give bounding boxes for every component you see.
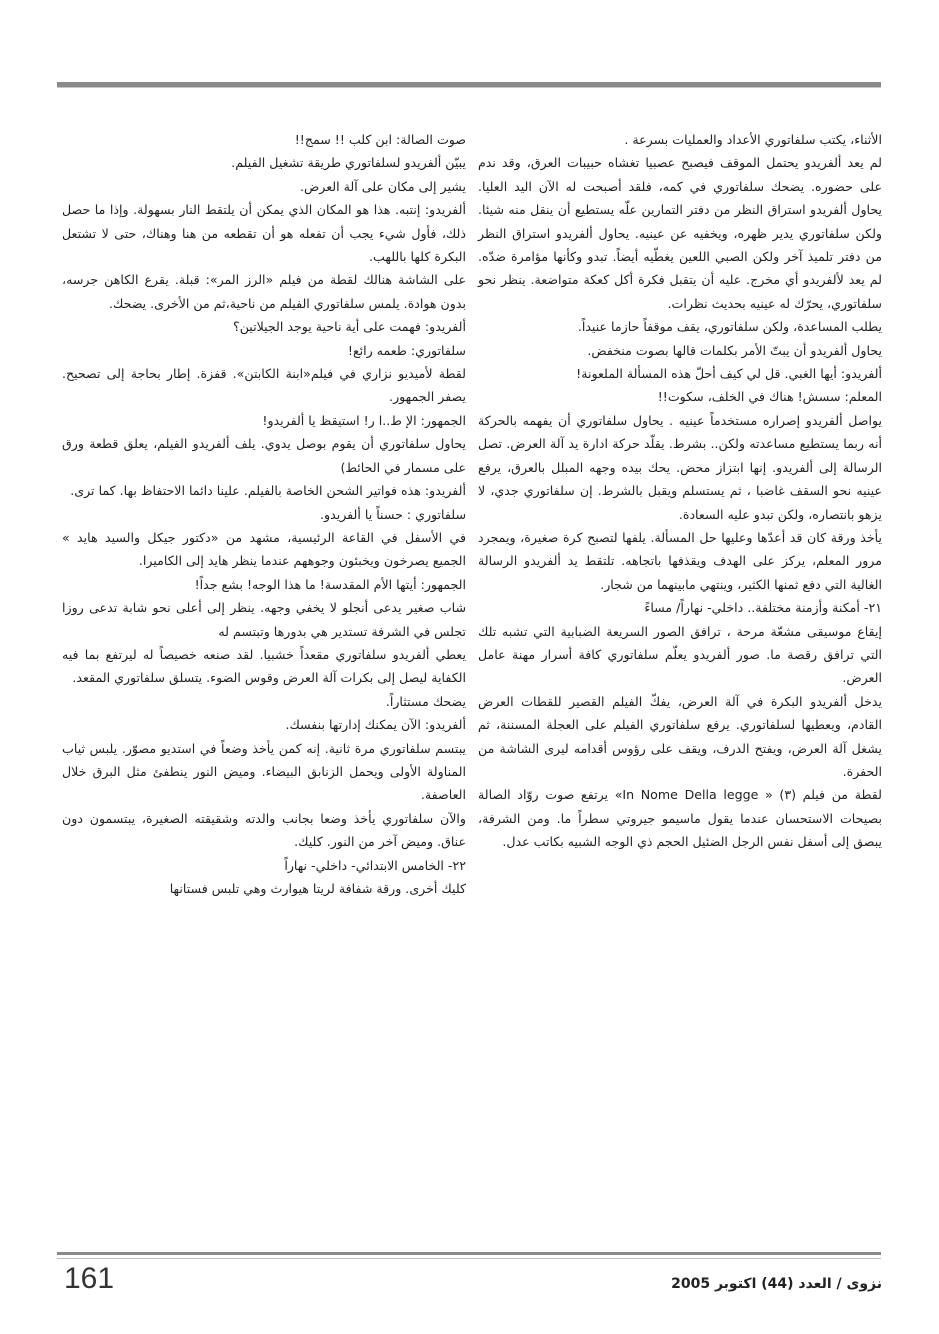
paragraph: صوت الصالة: ابن كلب !! سمج!! — [294, 132, 466, 147]
paragraph: ألفريدو: هذه فواتير الشحن الخاصة بالفيلم. علينا دائما الاحتفاظ بها. كما ترى. — [70, 483, 466, 499]
paragraph: في الأسفل في القاعة الرئيسية، مشهد من «دكتور جيكل والسيد هايد » الجميع يصرخون ويخبئون وجوههم عندما ينظر هايد إلى الكاميرا. — [62, 529, 466, 569]
paragraph: على الشاشة هنالك لقطة من فيلم «الرز المر»: قبلة. يقرع الكاهن جرسه، بدون هوادة. يلمس سلفاتوري الفيلم من ناحية،ثم من الأخرى. يضحك. — [62, 272, 466, 311]
paragraph: المعلم: سسش! هناك في الخلف، سكوت!! — [657, 389, 882, 405]
paragraph: والآن سلفاتوري يأخذ وضعا بجانب والدته وشقيقته الصغيرة، يبتسمون دون عناق. وميض آخر من النور. كليك. — [62, 810, 466, 850]
paragraph: سلفاتوري : حسناً يا ألفريدو. — [320, 506, 466, 522]
paragraph: الجمهور: الإ ط..ا ر! استيقظ يا ألفريدو! — [262, 412, 466, 428]
paragraph: يعطي ألفريدو سلفاتوري مقعداً خشبيا. لقد صنعه خصيصاً له ليرتفع بما فيه الكفاية ليصل إلى بكرات آلة العرض وقوس الضوء. يتسلق سلفاتوري المقعد. — [62, 646, 466, 686]
paragraph: سلفاتوري: طعمه رائع! — [347, 342, 466, 358]
paragraph: يضحك مستثاراً. — [385, 693, 466, 709]
paragraph: لم يعد ألفريدو يحتمل الموقف فيصبح عصبيا تغشاه حبيبات العرق، وقد ندم على حضوره. يضحك سلفاتوري في كمه، فلقد أصبحت له الآن اليد العليا. يحاول ألفريدو استراق النظر من دفتر التمارين علّه يستطيع أن ينقل منه شيئا. ولكن سلفاتوري يدير ظهره، ويخفيه عن عينيه. يحاول ألفريدو استراق النظر من دفتر تلميذ آخر ولكن الصبي اللعين يغطّيه أيضاً. تبدو وكأنها مؤامرة ضدّه. لم يعد لألفريدو أي مخرج. عليه أن يتقبل فكرة أكل كعكة متواضعة. ينظر نحو سلفاتوري، يحرّك له عينيه بحديث نظرات. — [478, 155, 882, 311]
paragraph: لقطة من فيلم (٣) « In Nome Della legge» يرتفع صوت روّاد الصالة بصيحات الاستحسان عندما يقول ماسيمو جيروتي سطراً ما. ومن الشرفة، يبصق إلى أسفل نفس الرجل الضئيل الحجم ذي الوجه الشبيه بكاتب عدل. — [478, 787, 883, 850]
paragraph: ألفريدو: أيها الغبي. قل لي كيف أحلّ هذه المسألة الملعونة! — [576, 366, 882, 382]
paragraph: شاب صغير يدعى أنجلو لا يخفي وجهه. ينظر إلى أعلى نحو شابة تدعى روزا تجلس في الشرفة تستدير هي بدورها وتبتسم له — [62, 600, 466, 639]
top-rule — [57, 82, 881, 88]
paragraph: يأخذ ورقة كان قد أعدّها وعليها حل المسألة. يلفها لتصبح كرة صغيرة، ويمجرد مرور المعلم، يركز على الهدف ويقذفها باتجاهه. تلتقط يد ألفريدو الرسالة الغالية التي دفع ثمنها الكثير، وينتهي مابينهما من شجار. — [478, 529, 882, 592]
paragraph: كليك أخرى. ورقة شفافة لريتا هيوارث وهي تلبس فستانها — [169, 881, 466, 896]
paragraph: يحاول سلفاتوري أن يقوم بوصل يدوي. يلف ألفريدو الفيلم، يعلق قطعة ورق على مسمار في الحائط) — [62, 436, 466, 475]
paragraph: إيقاع موسيقى مشعّة مرحة ، ترافق الصور السريعة الضبابية التي تشبه تلك التي ترافق رقصة ما. صور ألفريدو يعلّم سلفاتوري كافة أسرار مهنة عامل العرض. — [478, 623, 882, 686]
paragraph: الأثناء، يكتب سلفاتوري الأعداد والعمليات بسرعة . — [624, 132, 882, 147]
paragraph: يشير إلى مكان على آلة العرض. — [300, 178, 466, 194]
paragraph: ألفريدو: فهمت على أية ناحية يوجد الجيلاتين؟ — [233, 319, 466, 335]
paragraph: لقطة لأميديو نزاري في فيلم«ابنة الكابتن». قفزة. إطار بحاجة إلى تصحيح. يصفر الجمهور. — [62, 366, 466, 405]
paragraph: الجمهور: أيتها الأم المقدسة! ما هذا الوجه! بشع جداً! — [194, 576, 466, 592]
paragraph: يبيّن ألفريدو لسلفاتوري طريقة تشغيل الفيلم. — [231, 155, 466, 171]
text-column-right — [478, 128, 882, 854]
paragraph: يدخل ألفريدو البكرة في آلة العرض، يفكّ الفيلم القصير للقطات العرض القادم، ويعطيها لسلفاتوري. يرفع سلفاتوري الفيلم على العجلة المسننة، ثم يشغل آلة العرض، ويفتح الدرف، ويقف على رؤوس أقدامه ليرى الشاشة من الحفرة. — [478, 693, 882, 779]
paragraph: يبتسم سلفاتوري مرة ثانية. إنه كمن يأخذ وضعاً في استديو مصوّر. يلبس ثياب المناولة الأولى ويحمل الزنابق البيضاء. وميض النور ينطفئ مثل البرق خلال العاصفة. — [62, 740, 466, 803]
paragraph: يواصل ألفريدو إصراره مستخدماً عينيه . يحاول سلفاتوري أن يفهمه بالحركة أنه ربما يستطيع مساعدته ولكن.. بشرط. يقلّد حركة ادارة يد آلة العرض. تصل الرسالة إلى ألفريدو. إنها ابتزاز محض. يحك بيده وجهه المبلل بالعرق، يرفع عينيه نحو السقف غاضبا ، ثم يستسلم ويقبل بالشرط. إن سلفاتوري جدي، لا يزهو بانتصاره، ولكن تبدو عليه السعادة. — [478, 412, 882, 522]
scene-heading: ٢٢- الخامس الابتدائي- داخلي- نهاراً — [284, 857, 466, 873]
paragraph: ألفريدو: الآن يمكنك إدارتها بنفسك. — [285, 717, 466, 733]
page-number: 161 — [64, 1262, 115, 1295]
bottom-rule — [57, 1252, 881, 1255]
paragraph: يحاول ألفريدو أن يبتّ الأمر بكلمات قالها بصوت منخفض. — [587, 342, 882, 358]
text-column-left — [62, 128, 466, 900]
scene-heading: ٢١- أمكنة وأزمنة مختلفة.. داخلي- نهاراً/ مساءً — [644, 600, 882, 616]
paragraph: يطلب المساعدة، ولكن سلفاتوري، يقف موقفاً حازما عنيداً. — [577, 319, 882, 335]
paragraph: ألفريدو: إنتبه. هذا هو المكان الذي يمكن أن يلتقط النار بسهولة. وإذا ما حصل ذلك، فأول شيء يجب أن تفعله هو أن تقطعه من هنا وهناك، حتى لا تشتعل البكرة كلها باللهب. — [62, 202, 466, 265]
bottom-rule-thin — [57, 1258, 881, 1259]
issue-label: نزوى / العدد (44) اكتوبر 2005 — [671, 1276, 882, 1292]
